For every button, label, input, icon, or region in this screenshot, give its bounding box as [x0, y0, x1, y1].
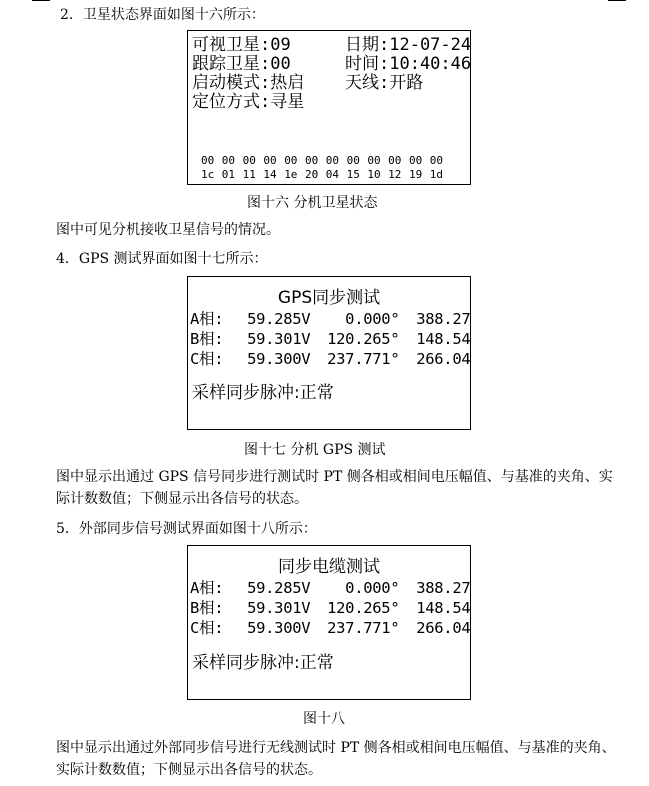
count-value: 388.27: [416, 310, 471, 328]
page-top-rule-left: [32, 0, 50, 1]
voltage-value: 59.285V: [247, 579, 311, 597]
angle-value: 237.771°: [327, 619, 400, 637]
sat-id: 1d: [429, 168, 444, 181]
count-value: 266.04: [416, 619, 471, 637]
angle-value: 0.000°: [345, 310, 400, 328]
phase-label: B相:: [190, 330, 224, 348]
section-2-heading: 2．卫星状态界面如图十六所示：: [60, 7, 265, 23]
tracking-satellites: 跟踪卫星:00: [192, 54, 291, 74]
sat-value: 00: [429, 154, 444, 167]
figure-18-caption: 图十八: [303, 711, 345, 727]
sync-cable-test-screen: [187, 545, 471, 700]
section-2-description: 图中可见分机接收卫星信号的情况。: [56, 222, 280, 238]
gps-test-screen: [187, 276, 471, 430]
satellite-status-screen: [187, 30, 471, 185]
screen-title: 同步电缆测试: [278, 557, 380, 577]
angle-value: 120.265°: [327, 599, 400, 617]
voltage-value: 59.300V: [247, 619, 311, 637]
position-mode: 定位方式:寻星: [192, 92, 305, 112]
count-value: 148.54: [416, 330, 471, 348]
sat-value: 00: [242, 154, 256, 167]
antenna-status: 天线:开路: [345, 73, 424, 93]
voltage-value: 59.285V: [247, 310, 311, 328]
section-4-heading: 4．GPS 测试界面如图十七所示：: [56, 251, 268, 267]
sync-pulse-status: 采样同步脉冲:正常: [192, 653, 334, 673]
phase-a-row: [190, 307, 470, 329]
phase-a-row: [190, 576, 470, 598]
sat-value: 00: [284, 154, 298, 167]
sat-id: 1c: [201, 168, 215, 181]
section-4-description: 图中显示出通过 GPS 信号同步进行测试时 PT 侧各相或相间电压幅值、与基准的夹角、实际计数数值；下侧显示出各信号的状态。: [56, 469, 613, 507]
section-5-heading: 5．外部同步信号测试界面如图十八所示：: [56, 521, 317, 537]
sat-id: 19: [408, 168, 423, 181]
angle-value: 0.000°: [345, 579, 400, 597]
sat-value: 00: [325, 154, 340, 167]
phase-label: C相:: [190, 619, 224, 637]
count-value: 148.54: [416, 599, 471, 617]
sync-pulse-status: 采样同步脉冲:正常: [192, 383, 334, 403]
sat-value: 00: [367, 154, 381, 167]
figure-16-caption: 图十六 分机卫星状态: [247, 195, 378, 211]
phase-b-row: [190, 596, 470, 618]
angle-value: 237.771°: [327, 350, 400, 368]
sat-id: 14: [263, 168, 277, 181]
screen-title: GPS同步测试: [277, 288, 381, 308]
phase-label: A相:: [190, 579, 224, 597]
sat-value: 00: [263, 154, 277, 167]
satellite-ids: [201, 169, 451, 181]
phase-c-row: [190, 347, 470, 369]
sat-value: 00: [346, 154, 360, 167]
voltage-value: 59.301V: [247, 599, 311, 617]
sat-id: 20: [304, 168, 319, 181]
sat-value: 00: [201, 154, 215, 167]
phase-label: C相:: [190, 350, 224, 368]
satellite-signal-values: [201, 155, 451, 167]
figure-17-caption: 图十七 分机 GPS 测试: [244, 442, 386, 458]
sat-value: 00: [304, 154, 319, 167]
sat-id: 04: [325, 168, 340, 181]
sat-id: 15: [346, 168, 360, 181]
voltage-value: 59.301V: [247, 330, 311, 348]
sat-id: 01: [221, 168, 236, 181]
time-readout: 时间:10:40:46: [345, 54, 472, 74]
sat-value: 00: [408, 154, 423, 167]
phase-b-row: [190, 327, 470, 349]
count-value: 266.04: [416, 350, 471, 368]
date-readout: 日期:12-07-24: [345, 35, 472, 55]
sat-value: 00: [388, 154, 402, 167]
voltage-value: 59.300V: [247, 350, 311, 368]
start-mode: 启动模式:热启: [192, 73, 305, 93]
section-5-description: 图中显示出通过外部同步信号进行无线测试时 PT 侧各相或相间电压幅值、与基准的夹角、实际计数数值；下侧显示出各信号的状态。: [56, 740, 616, 778]
phase-c-row: [190, 616, 470, 638]
visible-satellites: 可视卫星:09: [192, 35, 291, 55]
angle-value: 120.265°: [327, 330, 400, 348]
sat-value: 00: [221, 154, 236, 167]
sat-id: 10: [367, 168, 381, 181]
phase-label: B相:: [190, 599, 224, 617]
sat-id: 11: [242, 168, 256, 181]
count-value: 388.27: [416, 579, 471, 597]
page-top-rule-right: [608, 0, 626, 1]
sat-id: 1e: [284, 168, 298, 181]
sat-id: 12: [388, 168, 402, 181]
phase-label: A相:: [190, 310, 224, 328]
